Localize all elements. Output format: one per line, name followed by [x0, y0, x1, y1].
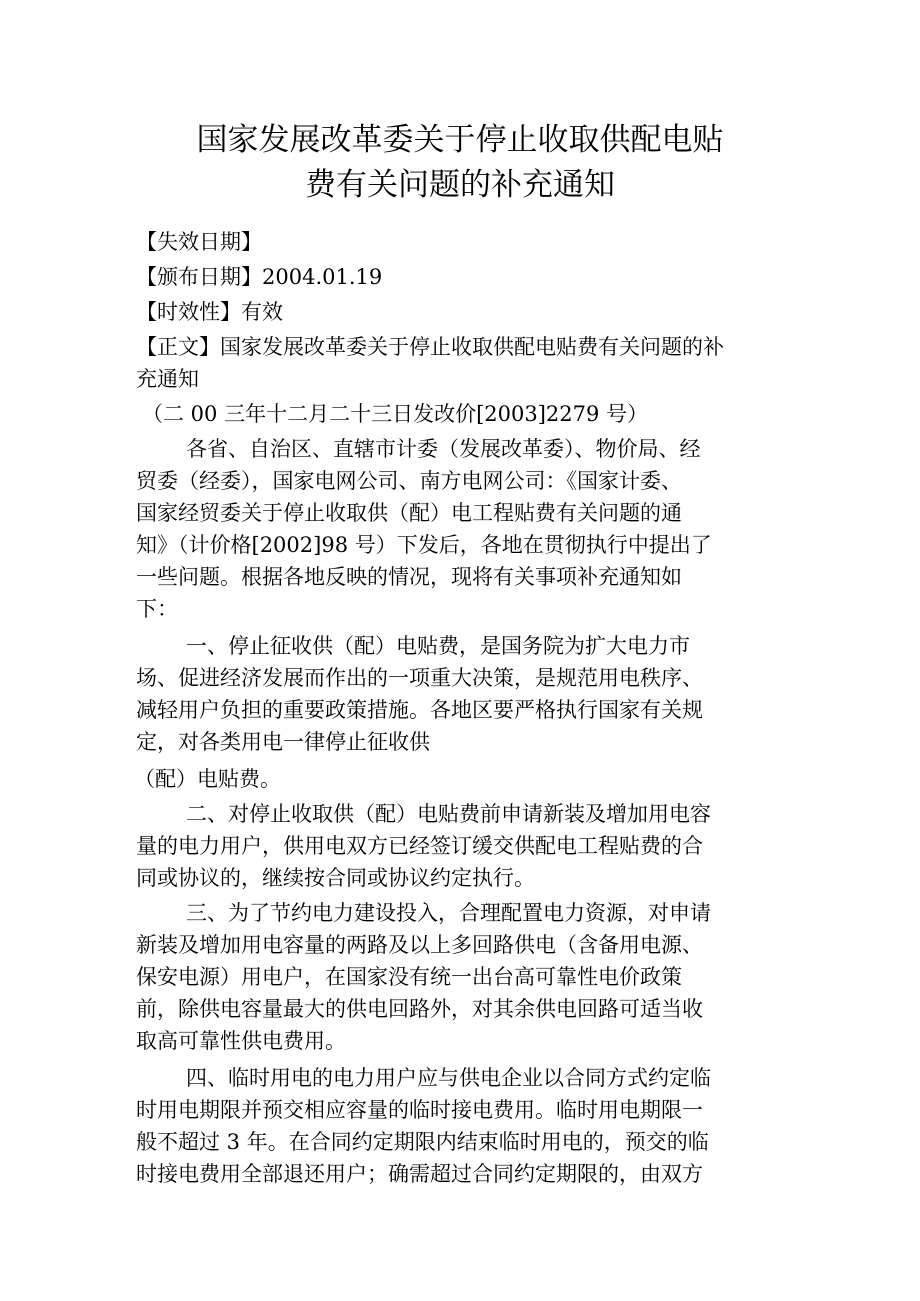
paragraph-3-line: 新装及增加用电容量的两路及以上多回路供电（含备用电源、: [136, 933, 703, 957]
paragraph-1-line: 定，对各类用电一律停止征收供: [136, 730, 430, 754]
intro-line: 知》（计价格[2002]98 号）下发后，各地在贯彻执行中提出了: [136, 533, 712, 557]
paragraph-1-line: 减轻用户负担的重要政策措施。各地区要严格执行国家有关规: [136, 698, 703, 722]
publish-date-field: 【颁布日期】2004.01.19: [136, 265, 383, 289]
paragraph-4-line: 时用电期限并预交相应容量的临时接电费用。临时用电期限一: [136, 1098, 703, 1122]
paragraph-2-line: 同或协议的，继续按合同或协议约定执行。: [136, 866, 535, 890]
paragraph-1-line: 一、停止征收供（配）电贴费，是国务院为扩大电力市: [186, 634, 690, 658]
intro-line: 下：: [136, 597, 178, 621]
intro-line: 国家经贸委关于停止收取供（配）电工程贴费有关问题的通: [136, 501, 682, 525]
expiry-date-field: 【失效日期】: [136, 230, 262, 254]
document-number: （二 00 三年十二月二十三日发改价[2003]2279 号）: [142, 402, 649, 426]
intro-line: 贸委（经委），国家电网公司、南方电网公司：《国家计委、: [136, 469, 682, 493]
paragraph-2-line: 二、对停止收取供（配）电贴费前申请新装及增加用电容: [186, 802, 711, 826]
intro-line: 一些问题。根据各地反映的情况，现将有关事项补充通知如: [136, 565, 682, 589]
paragraph-3-line: 保安电源）用电户，在国家没有统一出台高可靠性电价政策: [136, 965, 682, 989]
paragraph-1-line: （配）电贴费。: [134, 767, 281, 791]
paragraph-3-line: 前，除供电容量最大的供电回路外，对其余供电回路可适当收: [136, 997, 703, 1021]
document-title-line-2: 费有关问题的补充通知: [305, 167, 615, 203]
document-body: [136, 226, 776, 1190]
paragraph-4-line: 般不超过 3 年。在合同约定期限内结束临时用电的，预交的临: [136, 1130, 709, 1154]
document-title-line-1: 国家发展改革委关于停止收取供配电贴: [196, 122, 724, 158]
validity-field: 【时效性】有效: [136, 300, 283, 324]
body-heading-line-2: 充通知: [136, 367, 199, 391]
paragraph-3-line: 三、为了节约电力建设投入，合理配置电力资源，对申请: [186, 901, 711, 925]
intro-line: 各省、自治区、直辖市计委（发展改革委）、物价局、经: [186, 437, 701, 461]
paragraph-1-line: 场、促进经济发展而作出的一项重大决策，是规范用电秩序、: [136, 666, 703, 690]
paragraph-2-line: 量的电力用户，供用电双方已经签订缓交供配电工程贴费的合: [136, 834, 703, 858]
paragraph-3-line: 取高可靠性供电费用。: [136, 1029, 346, 1053]
paragraph-4-line: 时接电费用全部退还用户；确需超过合同约定期限的，由双方: [136, 1162, 703, 1186]
paragraph-4-line: 四、临时用电的电力用户应与供电企业以合同方式约定临: [186, 1066, 711, 1090]
body-heading-line-1: 【正文】国家发展改革委关于停止收取供配电贴费有关问题的补: [136, 335, 724, 359]
